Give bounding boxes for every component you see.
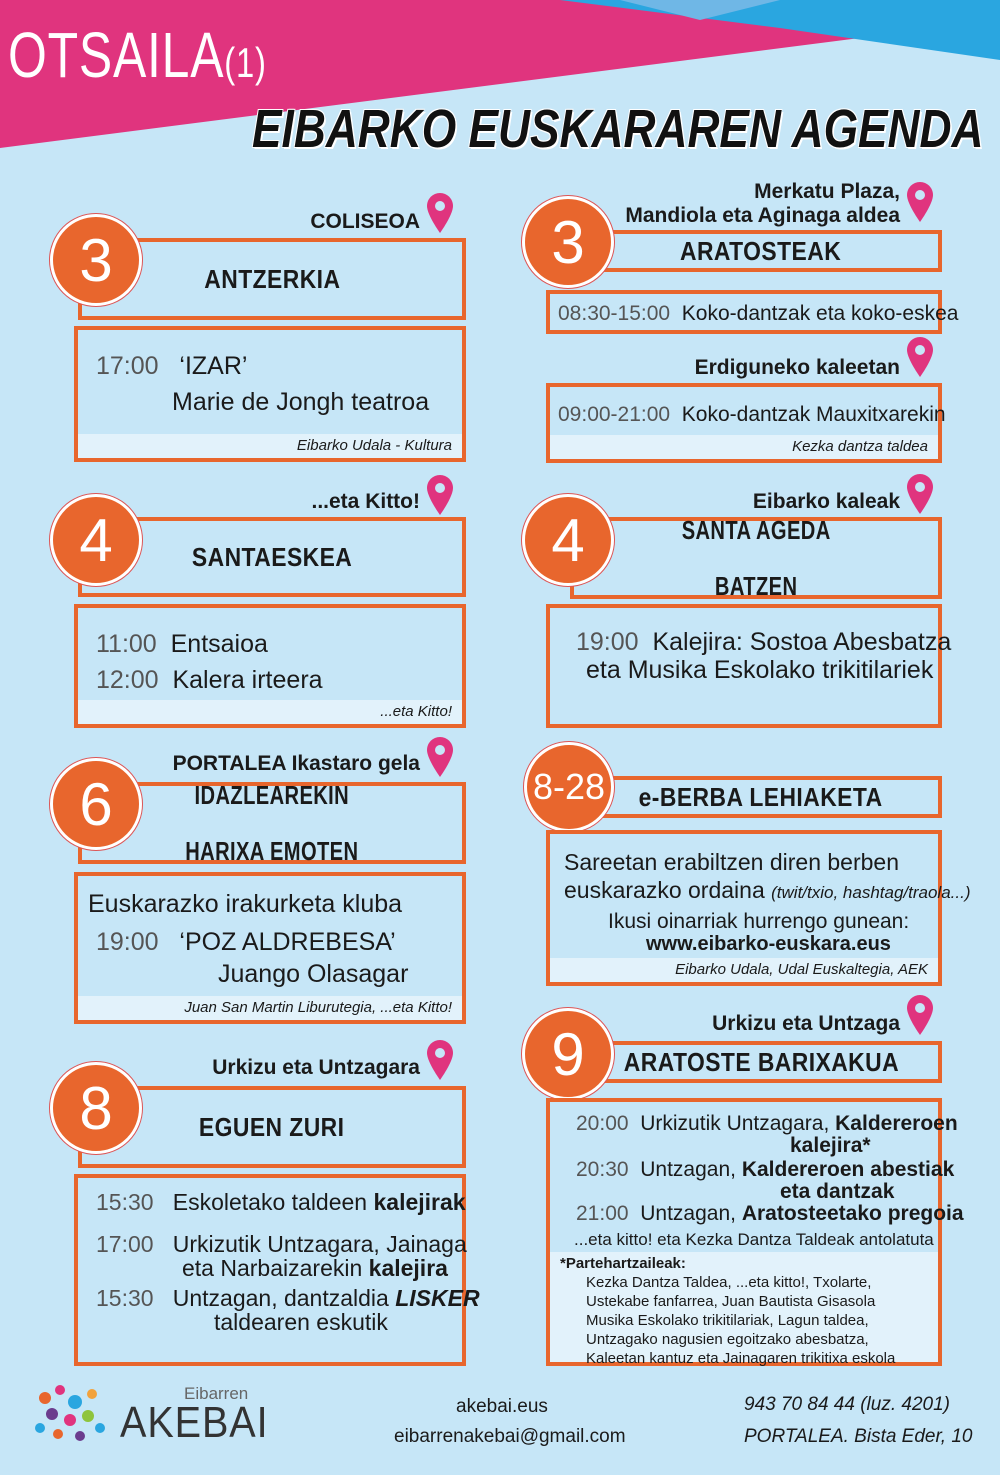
event-title-box: IDAZLEAREKIN HARIXA EMOTEN	[78, 782, 466, 864]
location-pin-icon	[907, 474, 933, 514]
location-pin-icon	[427, 1040, 453, 1080]
event-location: PORTALEA Ikastaro gela	[172, 752, 420, 775]
event-location: Urkizu eta Untzaga	[712, 1012, 900, 1035]
event-location: COLISEOA	[310, 210, 420, 233]
event-day: 3	[522, 196, 614, 288]
event-day: 8-28	[524, 742, 614, 832]
event-details: 17:00 ‘IZAR’ Marie de Jongh teatroa Eibarko Udala - Kultura	[74, 326, 466, 462]
logo-small-text: Eibarren	[184, 1384, 249, 1403]
address: PORTALEA. Bista Eder, 10	[744, 1426, 973, 1447]
event-title-box: ARATOSTE BARIXAKUA	[580, 1041, 942, 1083]
event-title-box: e-BERBA LEHIAKETA	[580, 776, 942, 818]
event-day: 9	[522, 1008, 614, 1100]
event-location: Merkatu Plaza, Mandiola eta Aginaga aldea	[625, 180, 900, 227]
event-day: 4	[522, 494, 614, 586]
akebai-logo-icon	[30, 1380, 120, 1450]
website-link[interactable]: akebai.eus	[456, 1396, 548, 1417]
page-title: EIBARKO EUSKARAREN AGENDA	[252, 99, 984, 159]
event-day: 4	[50, 494, 142, 586]
event-details: Euskarazko irakurketa kluba 19:00 ‘POZ ALDREBESA’ Juango Olasagar Juan San Martin Liburutegia, ...eta Kitto!	[74, 872, 466, 1024]
logo-text: AKEBAI	[120, 1398, 269, 1447]
event-details: 09:00-21:00 Koko-dantzak Mauxitxarekin Kezka dantza taldea	[546, 383, 942, 463]
email-link[interactable]: eibarrenakebai@gmail.com	[394, 1426, 626, 1447]
location-pin-icon	[907, 182, 933, 222]
event-title-box: SANTAESKEA	[78, 517, 466, 597]
event-title-box: ANTZERKIA	[78, 238, 466, 320]
event-title-box: ARATOSTEAK	[580, 230, 942, 272]
event-title-box: EGUEN ZURI	[78, 1086, 466, 1168]
location-pin-icon	[427, 193, 453, 233]
event-location: Erdiguneko kaleetan	[694, 356, 900, 379]
location-pin-icon	[427, 475, 453, 515]
event-location: Eibarko kaleak	[752, 490, 900, 513]
event-location: Urkizu eta Untzagara	[212, 1056, 420, 1079]
month-heading: OTSAILA(1)	[8, 19, 267, 91]
event-location: ...eta Kitto!	[311, 490, 420, 513]
event-details: Sareetan erabiltzen diren berben euskarazko ordaina (twit/txio, hashtag/traola...) Ikusi oinarriak hurrengo gunean: www.eibarko-euskara.eus Eibarko Udala, Udal Euskaltegia, AEK	[546, 830, 942, 986]
event-details: 08:30-15:00 Koko-dantzak eta koko-eskea	[546, 290, 942, 334]
event-title-box: SANTA AGEDA BATZEN	[570, 517, 942, 599]
location-pin-icon	[907, 995, 933, 1035]
event-details: 11:00 Entsaioa 12:00 Kalera irteera ...eta Kitto!	[74, 604, 466, 728]
event-day: 6	[50, 758, 142, 850]
event-details: 19:00 Kalejira: Sostoa Abesbatza eta Musika Eskolako trikitilariek	[546, 604, 942, 728]
event-details: 20:00 Urkizutik Untzagara, Kaldereroen kalejira* 20:30 Untzagan, Kaldereroen abestiak eta dantzak 21:00 Untzagan, Aratosteetako pregoia ...eta kitto! eta Kezka Dantza Taldeak antolatuta *Partehartzaileak: Kezka Dantza Taldea, ...eta kitto!, Txolarte, Ustekabe fanfarrea, Juan Bautista Gisasola Musika Eskolako trikitilariak, Lagun taldea, Untzagako nagusien egoitzako abesbatza, Kaleetan kantuz eta Jainagaren trikitixa eskola	[546, 1098, 942, 1366]
event-details: 15:30 Eskoletako taldeen kalejirak 17:00 Urkizutik Untzagara, Jainaga eta Narbaizarekin kalejira 15:30 Untzagan, dantzaldia LISKER taldearen eskutik	[74, 1174, 466, 1366]
phone-number: 943 70 84 44 (luz. 4201)	[744, 1394, 950, 1415]
location-pin-icon	[907, 337, 933, 377]
event-day: 3	[50, 214, 142, 306]
event-day: 8	[50, 1062, 142, 1154]
location-pin-icon	[427, 737, 453, 777]
